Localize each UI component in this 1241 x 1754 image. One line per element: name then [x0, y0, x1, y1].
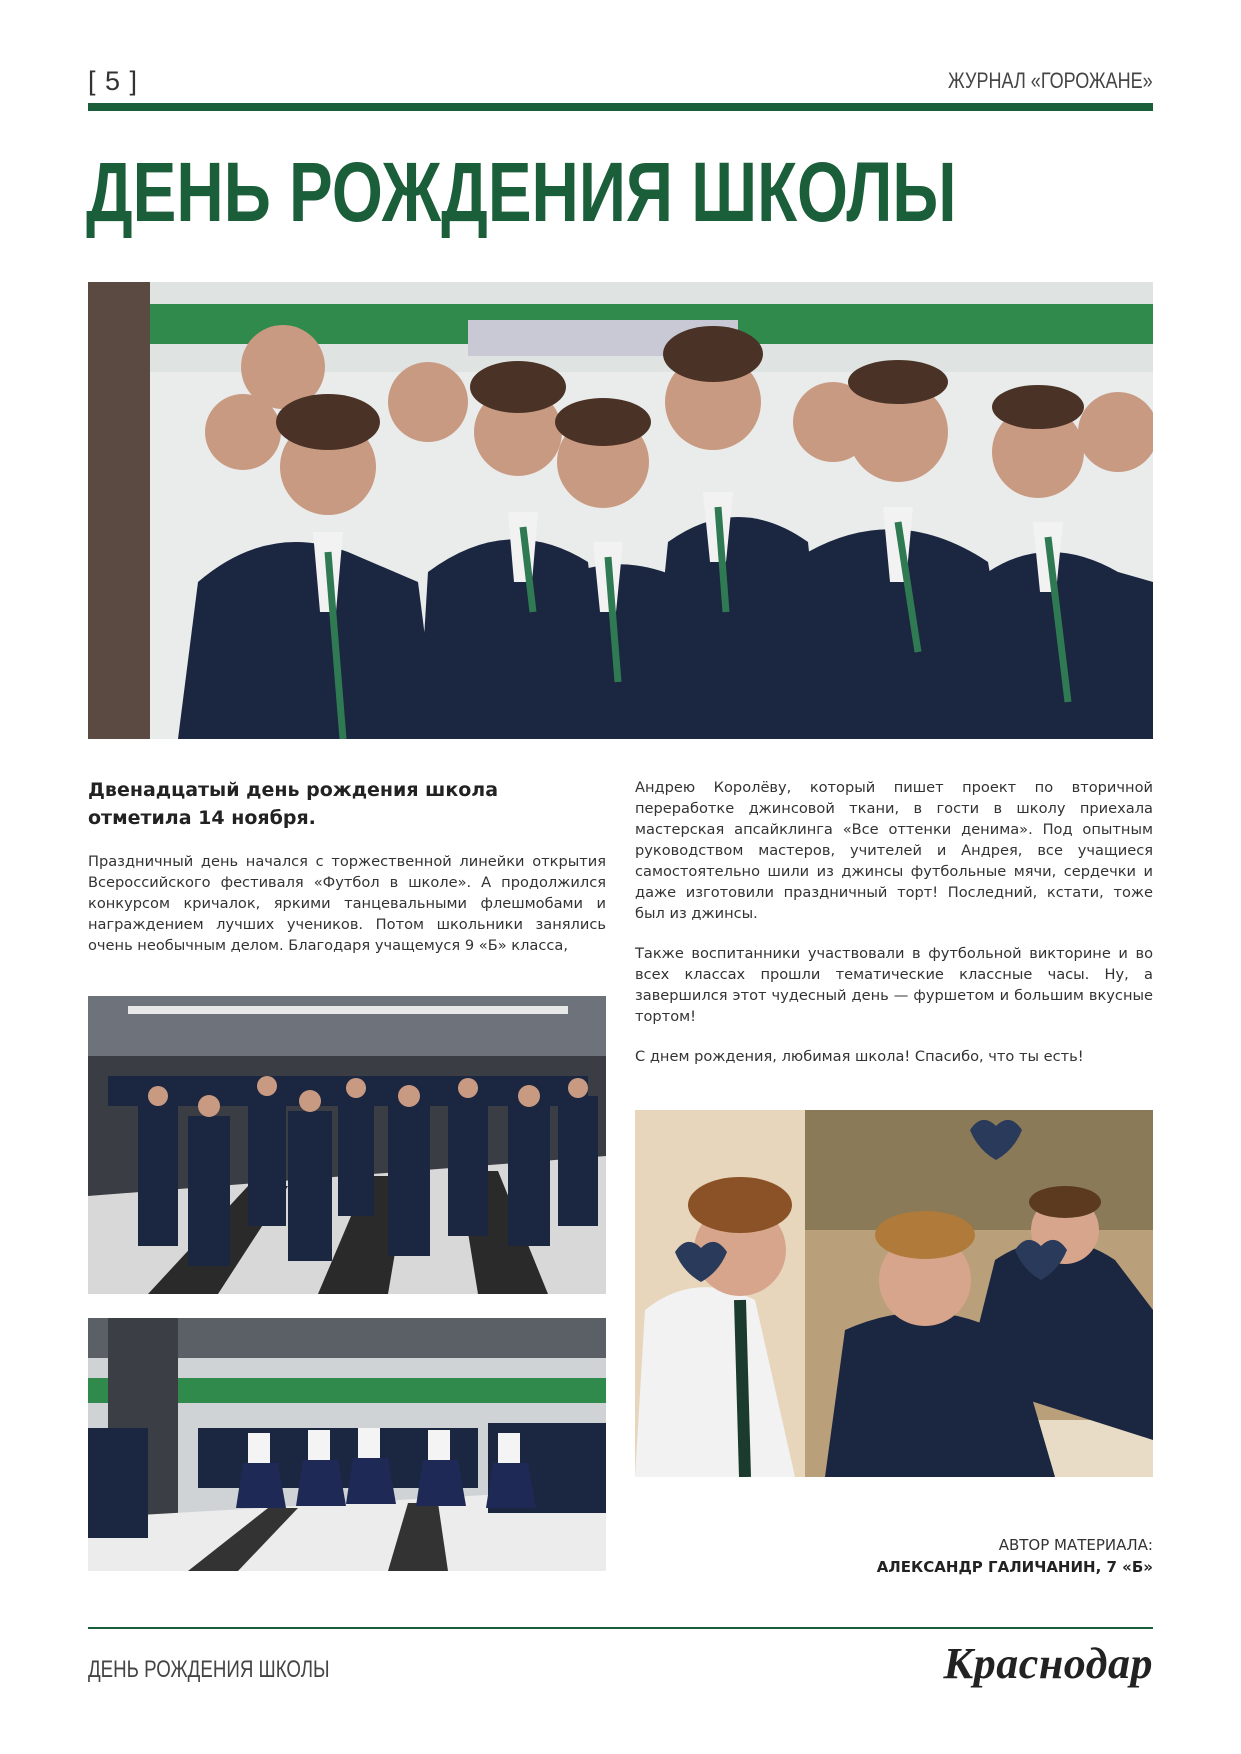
- paragraph-4: С днем рождения, любимая школа! Спасибо, что ты есть!: [635, 1048, 1084, 1065]
- author-name: АЛЕКСАНДР ГАЛИЧАНИН, 7 «Б»: [876, 1558, 1153, 1576]
- paragraph-2: Андрею Королёву, который пишет проект по вторичной переработке джинсовой ткани, в гости в школу приехала мастерская апсайклинга «Все оттенки денима». Под опытным руководством мастеров, учителей и Андрея, все учащиеся самостоятельно шили из джинсы футбольные мячи, сердечки и даже изготовили праздничный торт! Последний, кстати, тоже был из джинсы.: [635, 779, 1153, 922]
- header-divider: [88, 103, 1153, 111]
- text-column-2: [635, 777, 1153, 1086]
- paragraph-1: Праздничный день начался с торжественной линейки открытия Всероссийского фестиваля «Футбол в школе». А продолжился конкурсом кричалок, яркими танцевальными флешмобами и награждением лучших учеников. Потом школьники занялись очень необычным делом. Благодаря учащемуся 9 «Б» класса,: [88, 853, 606, 954]
- author-label: АВТОР МАТЕРИАЛА:: [998, 1536, 1153, 1554]
- krasnodar-logo: Краснодар: [943, 1639, 1153, 1688]
- author-block: [877, 1534, 1153, 1578]
- paragraph-3: Также воспитанники участвовали в футбольной викторине и во всех классах прошли тематические классные часы. Ну, а завершился этот чудесный день — фуршетом и большим вкусные тортом!: [635, 945, 1153, 1025]
- article-lead: Двенадцатый день рождения школа отметила 14 ноября.: [88, 779, 499, 829]
- article-title: ДЕНЬ РОЖДЕНИЯ ШКОЛЫ: [86, 145, 957, 239]
- hero-photo: [88, 282, 1153, 739]
- page-number: [ 5 ]: [88, 66, 139, 96]
- footer-section-title: ДЕНЬ РОЖДЕНИЯ ШКОЛЫ: [88, 1656, 330, 1683]
- dance-photo: [88, 1318, 606, 1571]
- footer-divider: [88, 1627, 1153, 1629]
- text-column-1: [88, 851, 606, 975]
- flashmob-photo: [88, 996, 606, 1294]
- journal-name: ЖУРНАЛ «ГОРОЖАНЕ»: [948, 68, 1153, 93]
- denim-hearts-photo: [635, 1110, 1153, 1477]
